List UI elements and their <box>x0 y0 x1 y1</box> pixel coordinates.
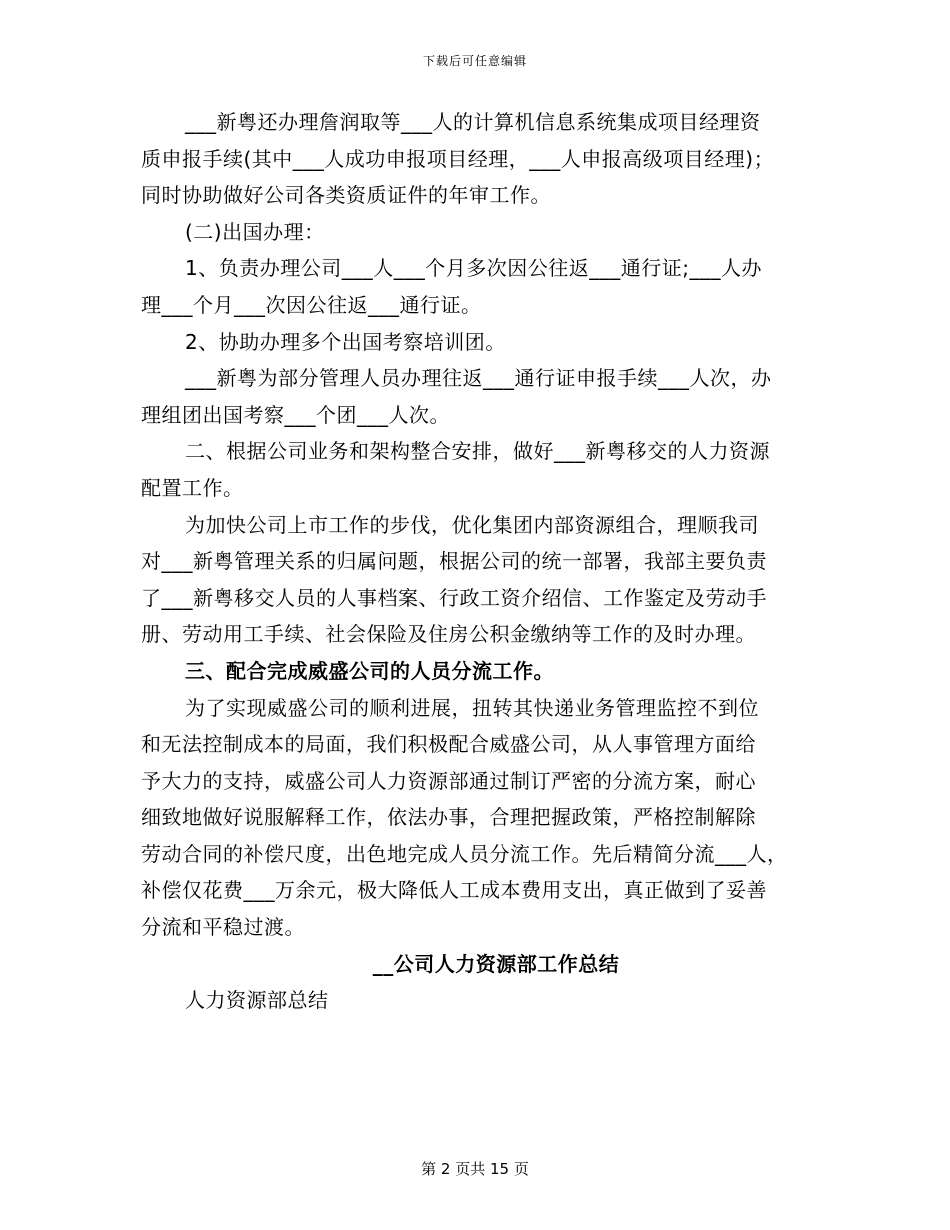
paragraph-line: 为加快公司上市工作的步伐，优化集团内部资源组合，理顺我司 <box>185 512 759 537</box>
section-heading: 配置工作。 <box>141 475 244 500</box>
paragraph-line: 理___个月___次因公往返___通行证。 <box>141 292 482 317</box>
paragraph-line: 为了实现威盛公司的顺利进展，扭转其快递业务管理监控不到位 <box>185 695 759 720</box>
paragraph-line: ___新粤为部分管理人员办理往返___通行证申报手续___人次，办 <box>185 366 772 391</box>
paragraph-line: 劳动合同的补偿尺度，出色地完成人员分流工作。先后精简分流___人， <box>141 841 788 866</box>
section-heading-bold: 三、配合完成威盛公司的人员分流工作。 <box>185 658 554 683</box>
paragraph-line: 册、劳动用工手续、社会保险及住房公积金缴纳等工作的及时办理。 <box>141 622 756 647</box>
paragraph-line: 予大力的支持，威盛公司人力资源部通过制订严密的分流方案，耐心 <box>141 768 756 793</box>
document-title: __公司人力资源部工作总结 <box>372 951 620 976</box>
paragraph-line: 对___新粤管理关系的归属问题，根据公司的统一部署，我部主要负责 <box>141 549 767 574</box>
section-heading: (二)出国办理： <box>185 219 325 244</box>
paragraph-line: ___新粤还办理詹润取等___人的计算机信息系统集成项目经理资 <box>185 110 761 134</box>
paragraph-line: 人力资源部总结 <box>185 988 329 1013</box>
paragraph-line: 补偿仅花费___万余元，极大降低人工成本费用支出，真正做到了妥善 <box>141 878 767 903</box>
paragraph-line: 同时协助做好公司各类资质证件的年审工作。 <box>141 183 551 208</box>
paragraph-line: 理组团出国考察___个团___人次。 <box>141 402 450 427</box>
section-heading: 二、根据公司业务和架构整合安排，做好___新粤移交的人力资源 <box>185 439 770 464</box>
paragraph-line: 1、负责办理公司___人___个月多次因公往返___通行证;___人办 <box>185 256 762 281</box>
paragraph-line: 细致地做好说服解释工作，依法办事，合理把握政策，严格控制解除 <box>141 805 756 830</box>
page-number-footer: 第 2 页共 15 页 <box>421 1160 529 1178</box>
paragraph-line: 2、协助办理多个出国考察培训团。 <box>185 329 506 354</box>
paragraph-line: 和无法控制成本的局面，我们积极配合威盛公司，从人事管理方面给 <box>141 732 756 757</box>
paragraph-line: 了___新粤移交人员的人事档案、行政工资介绍信、工作鉴定及劳动手 <box>141 585 767 610</box>
page-header-note: 下载后可任意编辑 <box>422 54 527 68</box>
paragraph-line: 质申报手续(其中___人成功申报项目经理，___人申报高级项目经理)； <box>141 146 775 171</box>
document-body <box>141 104 811 1019</box>
paragraph-line: 分流和平稳过渡。 <box>141 915 305 940</box>
